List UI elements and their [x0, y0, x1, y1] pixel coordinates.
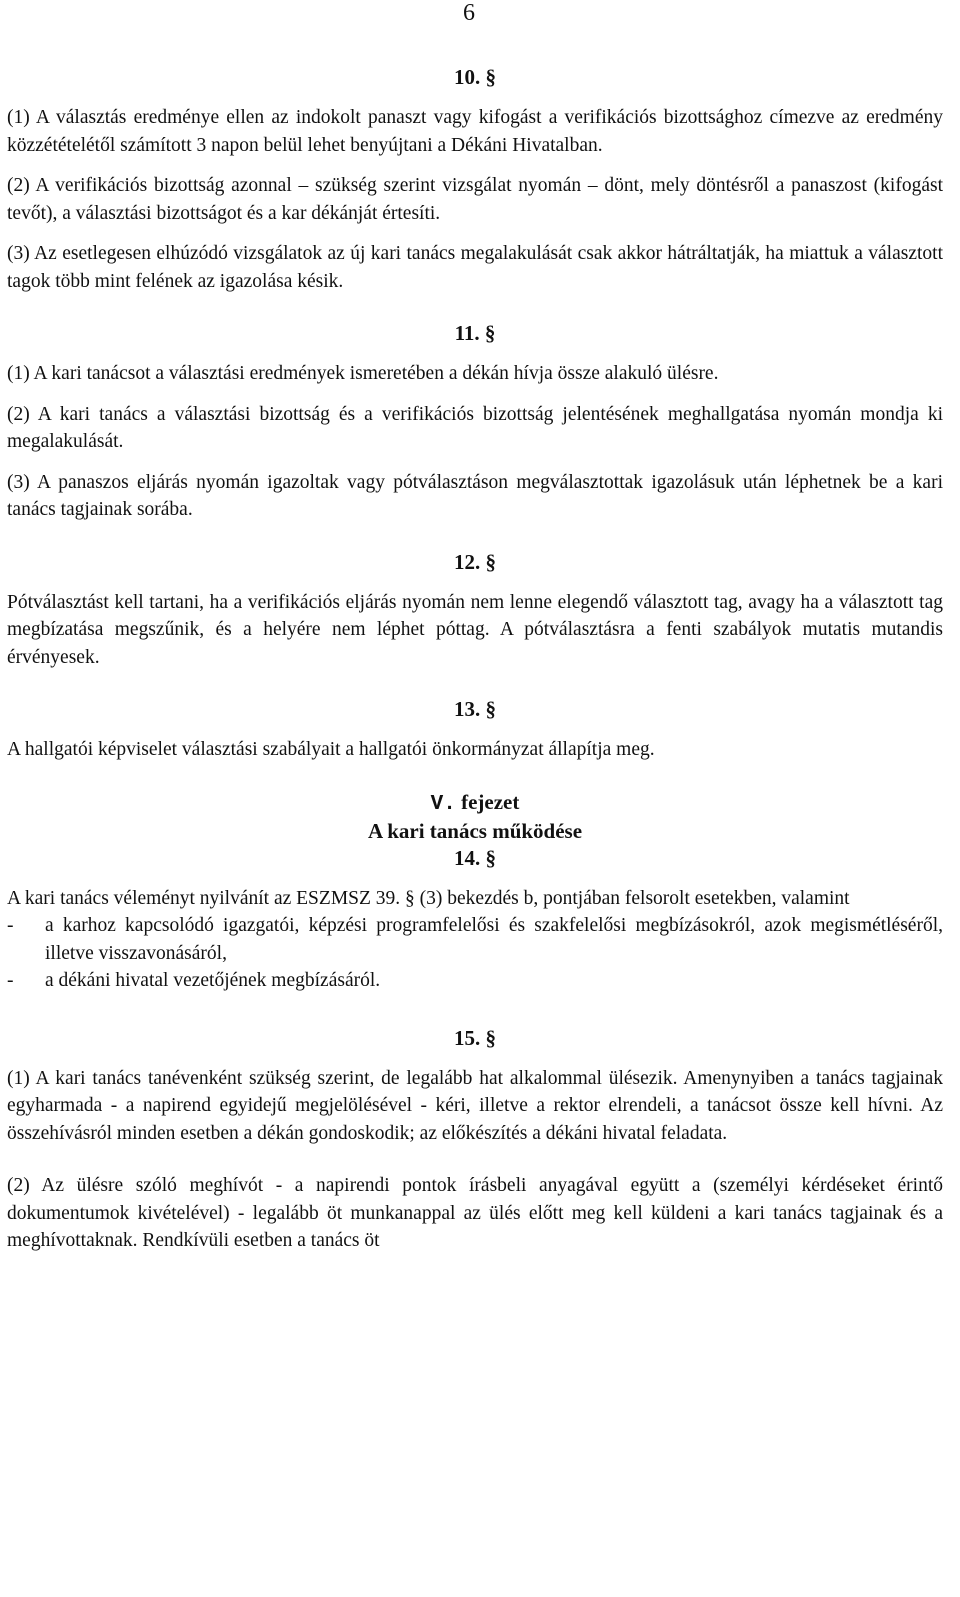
paragraph-11-3: (3) A panaszos eljárás nyomán igazoltak vagy pótválasztáson megválasztottak igazolásuk után léphetnek be a kari tanács tagjainak sorába. — [7, 471, 943, 520]
list-item-text: a dékáni hivatal vezetőjének megbízásáról. — [45, 970, 381, 991]
paragraph-15-1: (1) A kari tanács tanévenként szükség szerint, de legalább hat alkalommal ülésezik. Amenynyiben a tanács tagjainak egyharmada - a napirend egyidejű megjelölésével - kéri, illetve a rektor elrendeli, a tanácsot össze kell hívni. Az összehívásról minden esetben a dékán gondoskodik; az előkészítés a dékáni hivatal feladata. — [7, 1067, 943, 1144]
paragraph-14-1: A kari tanács véleményt nyilvánít az ESZMSZ 39. § (3) bekezdés b, pontjában felsorolt esetekben, valamint — [7, 887, 850, 909]
chapter-heading — [7, 789, 943, 818]
paragraph-10-2: (2) A verifikációs bizottság azonnal – szükség szerint vizsgálat nyomán – dönt, mely döntésről a panaszost (kifogást tevőt), a választási bizottságot és a kar dékánját értesíti. — [7, 175, 943, 224]
section-heading-12: 12. § — [454, 549, 496, 574]
paragraph-11-2: (2) A kari tanács a választási bizottság és a verifikációs bizottság jelentésének meghallgatása nyomán mondja ki megalakulását. — [7, 403, 943, 452]
list-item — [7, 912, 943, 967]
section-heading-14: 14. § — [454, 845, 496, 870]
paragraph-11-1: (1) A kari tanácsot a választási eredmények ismeretében a dékán hívja össze alakuló ülésre. — [7, 363, 719, 384]
section-heading-13: 13. § — [454, 697, 496, 721]
paragraph-12-1: Pótválasztást kell tartani, ha a verifikációs eljárás nyomán nem lenne elegendő választott tag, avagy ha a választott tag megbízatása megszűnik, és a helyére nem léphet póttag. A pótválasztásra a fenti szabályok mutatis mutandis érvényesek. — [7, 591, 943, 668]
page-number: 6 — [463, 0, 475, 26]
document-body — [7, 64, 943, 1255]
paragraph-10-1: (1) A választás eredménye ellen az indokolt panaszt vagy kifogást a verifikációs bizottsághoz címezve az eredmény közzétételétől számított 3 napon belül lehet benyújtani a Dékáni Hivatalban. — [7, 107, 943, 156]
list-14 — [7, 912, 943, 995]
list-dash: - — [7, 970, 14, 991]
list-item — [7, 967, 943, 995]
chapter-number: V. — [430, 792, 456, 816]
section-heading-11: 11. § — [454, 321, 496, 345]
list-dash: - — [7, 915, 14, 936]
section-heading-10: 10. § — [454, 65, 496, 89]
chapter-title: A kari tanács működése — [367, 818, 583, 843]
list-item-text: a karhoz kapcsolódó igazgatói, képzési programfelelősi és szakfelelősi megbízásokról, azok megismétléséről, illetve visszavonásáról, — [45, 915, 943, 964]
section-heading-15: 15. § — [454, 1025, 496, 1050]
paragraph-13-1: A hallgatói képviselet választási szabályait a hallgatói önkormányzat állapítja meg. — [7, 739, 655, 760]
chapter-label: fejezet — [461, 789, 520, 814]
paragraph-10-3: (3) Az esetlegesen elhúzódó vizsgálatok az új kari tanács megalakulását csak akkor hátráltatják, ha miattuk a választott tagok több mint felének az igazolása késik. — [7, 243, 943, 292]
paragraph-15-2: (2) Az ülésre szóló meghívót - a napirendi pontok írásbeli anyagával együtt a (személyi kérdéseket érintő dokumentumok kivételével) - legalább öt munkanappal az ülés előtt meg kell küldeni a kari tanács tagjainak és a meghívottaknak. Rendkívüli esetben a tanács öt — [7, 1175, 943, 1251]
